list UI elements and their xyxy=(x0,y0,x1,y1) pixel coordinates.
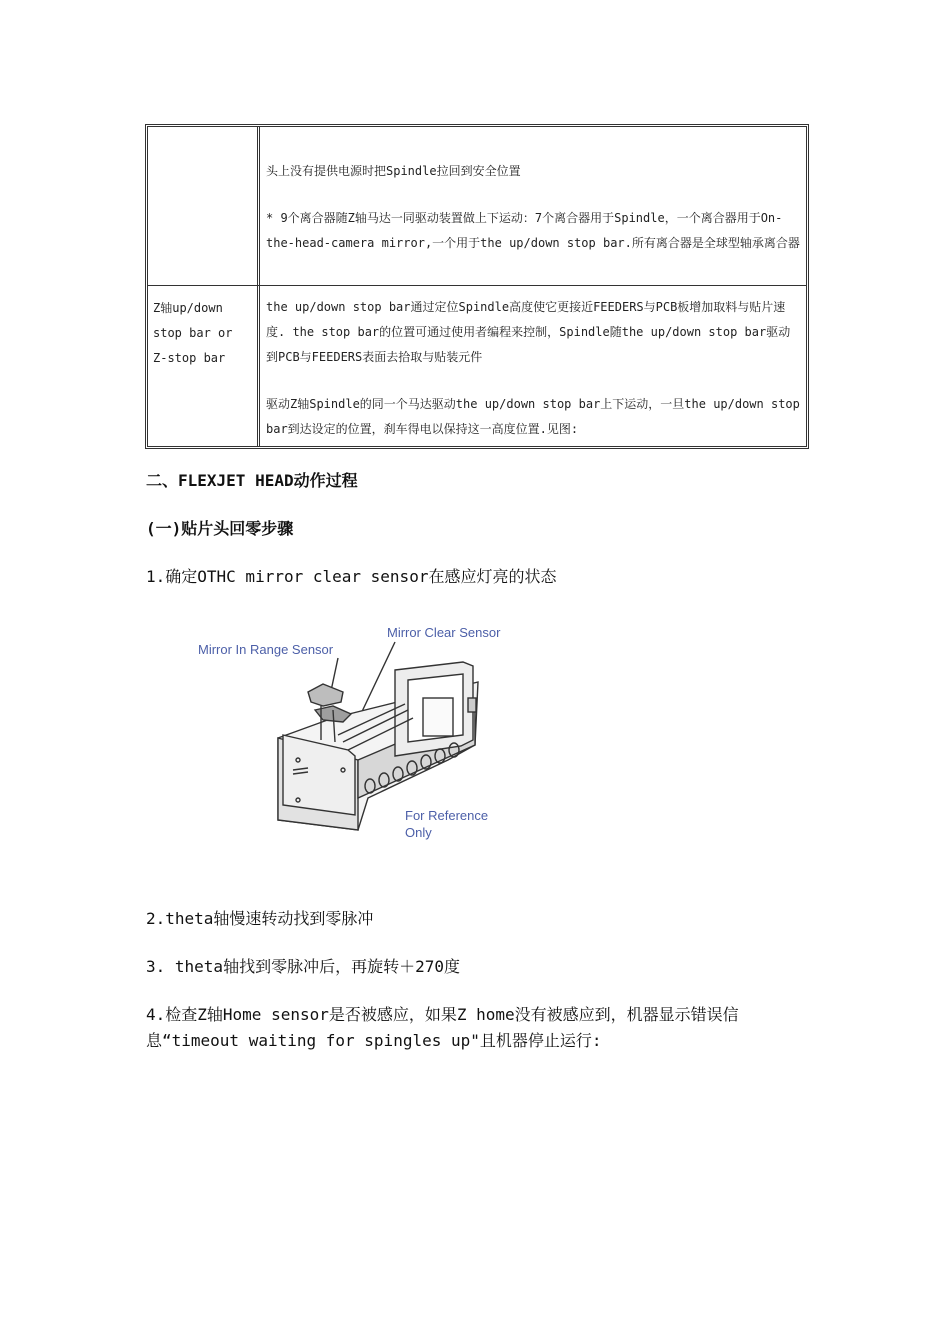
table-row xyxy=(148,285,806,446)
mirror-clear-label: Mirror Clear Sensor xyxy=(387,625,501,640)
table-text: * 9个离合器随Z轴马达一同驱动装置做上下运动：7个离合器用于Spindle，一个离合器用于On-the-head-camera mirror,一个用于the up/down stop bar.所有离合器是全球型轴承离合器 xyxy=(266,211,800,250)
table-cell-content xyxy=(260,127,806,285)
table-text: 驱动Z轴Spindle的同一个马达驱动the up/down stop bar上下运动，一旦the up/down stop bar到达设定的位置，刹车得电以保持这一高度位置.见图: xyxy=(266,397,800,436)
flexjet-head-diagram xyxy=(183,610,553,860)
reference-label-line-1: For Reference xyxy=(405,808,489,823)
step-1: 1.确定OTHC mirror clear sensor在感应灯亮的状态 xyxy=(146,567,557,586)
table-text: 头上没有提供电源时把Spindle拉回到安全位置 xyxy=(266,164,521,178)
step-2: 2.theta轴慢速转动找到零脉冲 xyxy=(146,909,374,928)
section-title: 二、FLEXJET HEAD动作过程 xyxy=(146,471,358,490)
table-row xyxy=(148,127,806,285)
reference-label xyxy=(405,807,488,841)
table-text: the up/down stop bar通过定位Spindle高度使它更接近FEEDERS与PCB板增加取料与贴片速度. the stop bar的位置可通过使用者编程来控制，Spindle随the up/down stop bar驱动到PCB与FEEDERS表面去拾取与贴装元件 xyxy=(266,300,791,364)
mirror-in-range-label: Mirror In Range Sensor xyxy=(198,642,334,657)
subsection-title: (一)贴片头回零步骤 xyxy=(146,519,294,538)
table-cell-content xyxy=(260,286,806,446)
table-cell-label xyxy=(148,127,260,285)
step-3: 3. theta轴找到零脉冲后，再旋转＋270度 xyxy=(146,957,460,976)
table-cell-label: Z轴up/down stop bar or Z-stop bar xyxy=(148,286,260,446)
reference-label-line-2: Only xyxy=(405,825,432,840)
spec-table xyxy=(145,124,809,449)
step-4: 4.检查Z轴Home sensor是否被感应，如果Z home没有被感应到，机器显示错误信息“timeout waiting for spingles up"且机器停止运行: xyxy=(146,1005,739,1050)
